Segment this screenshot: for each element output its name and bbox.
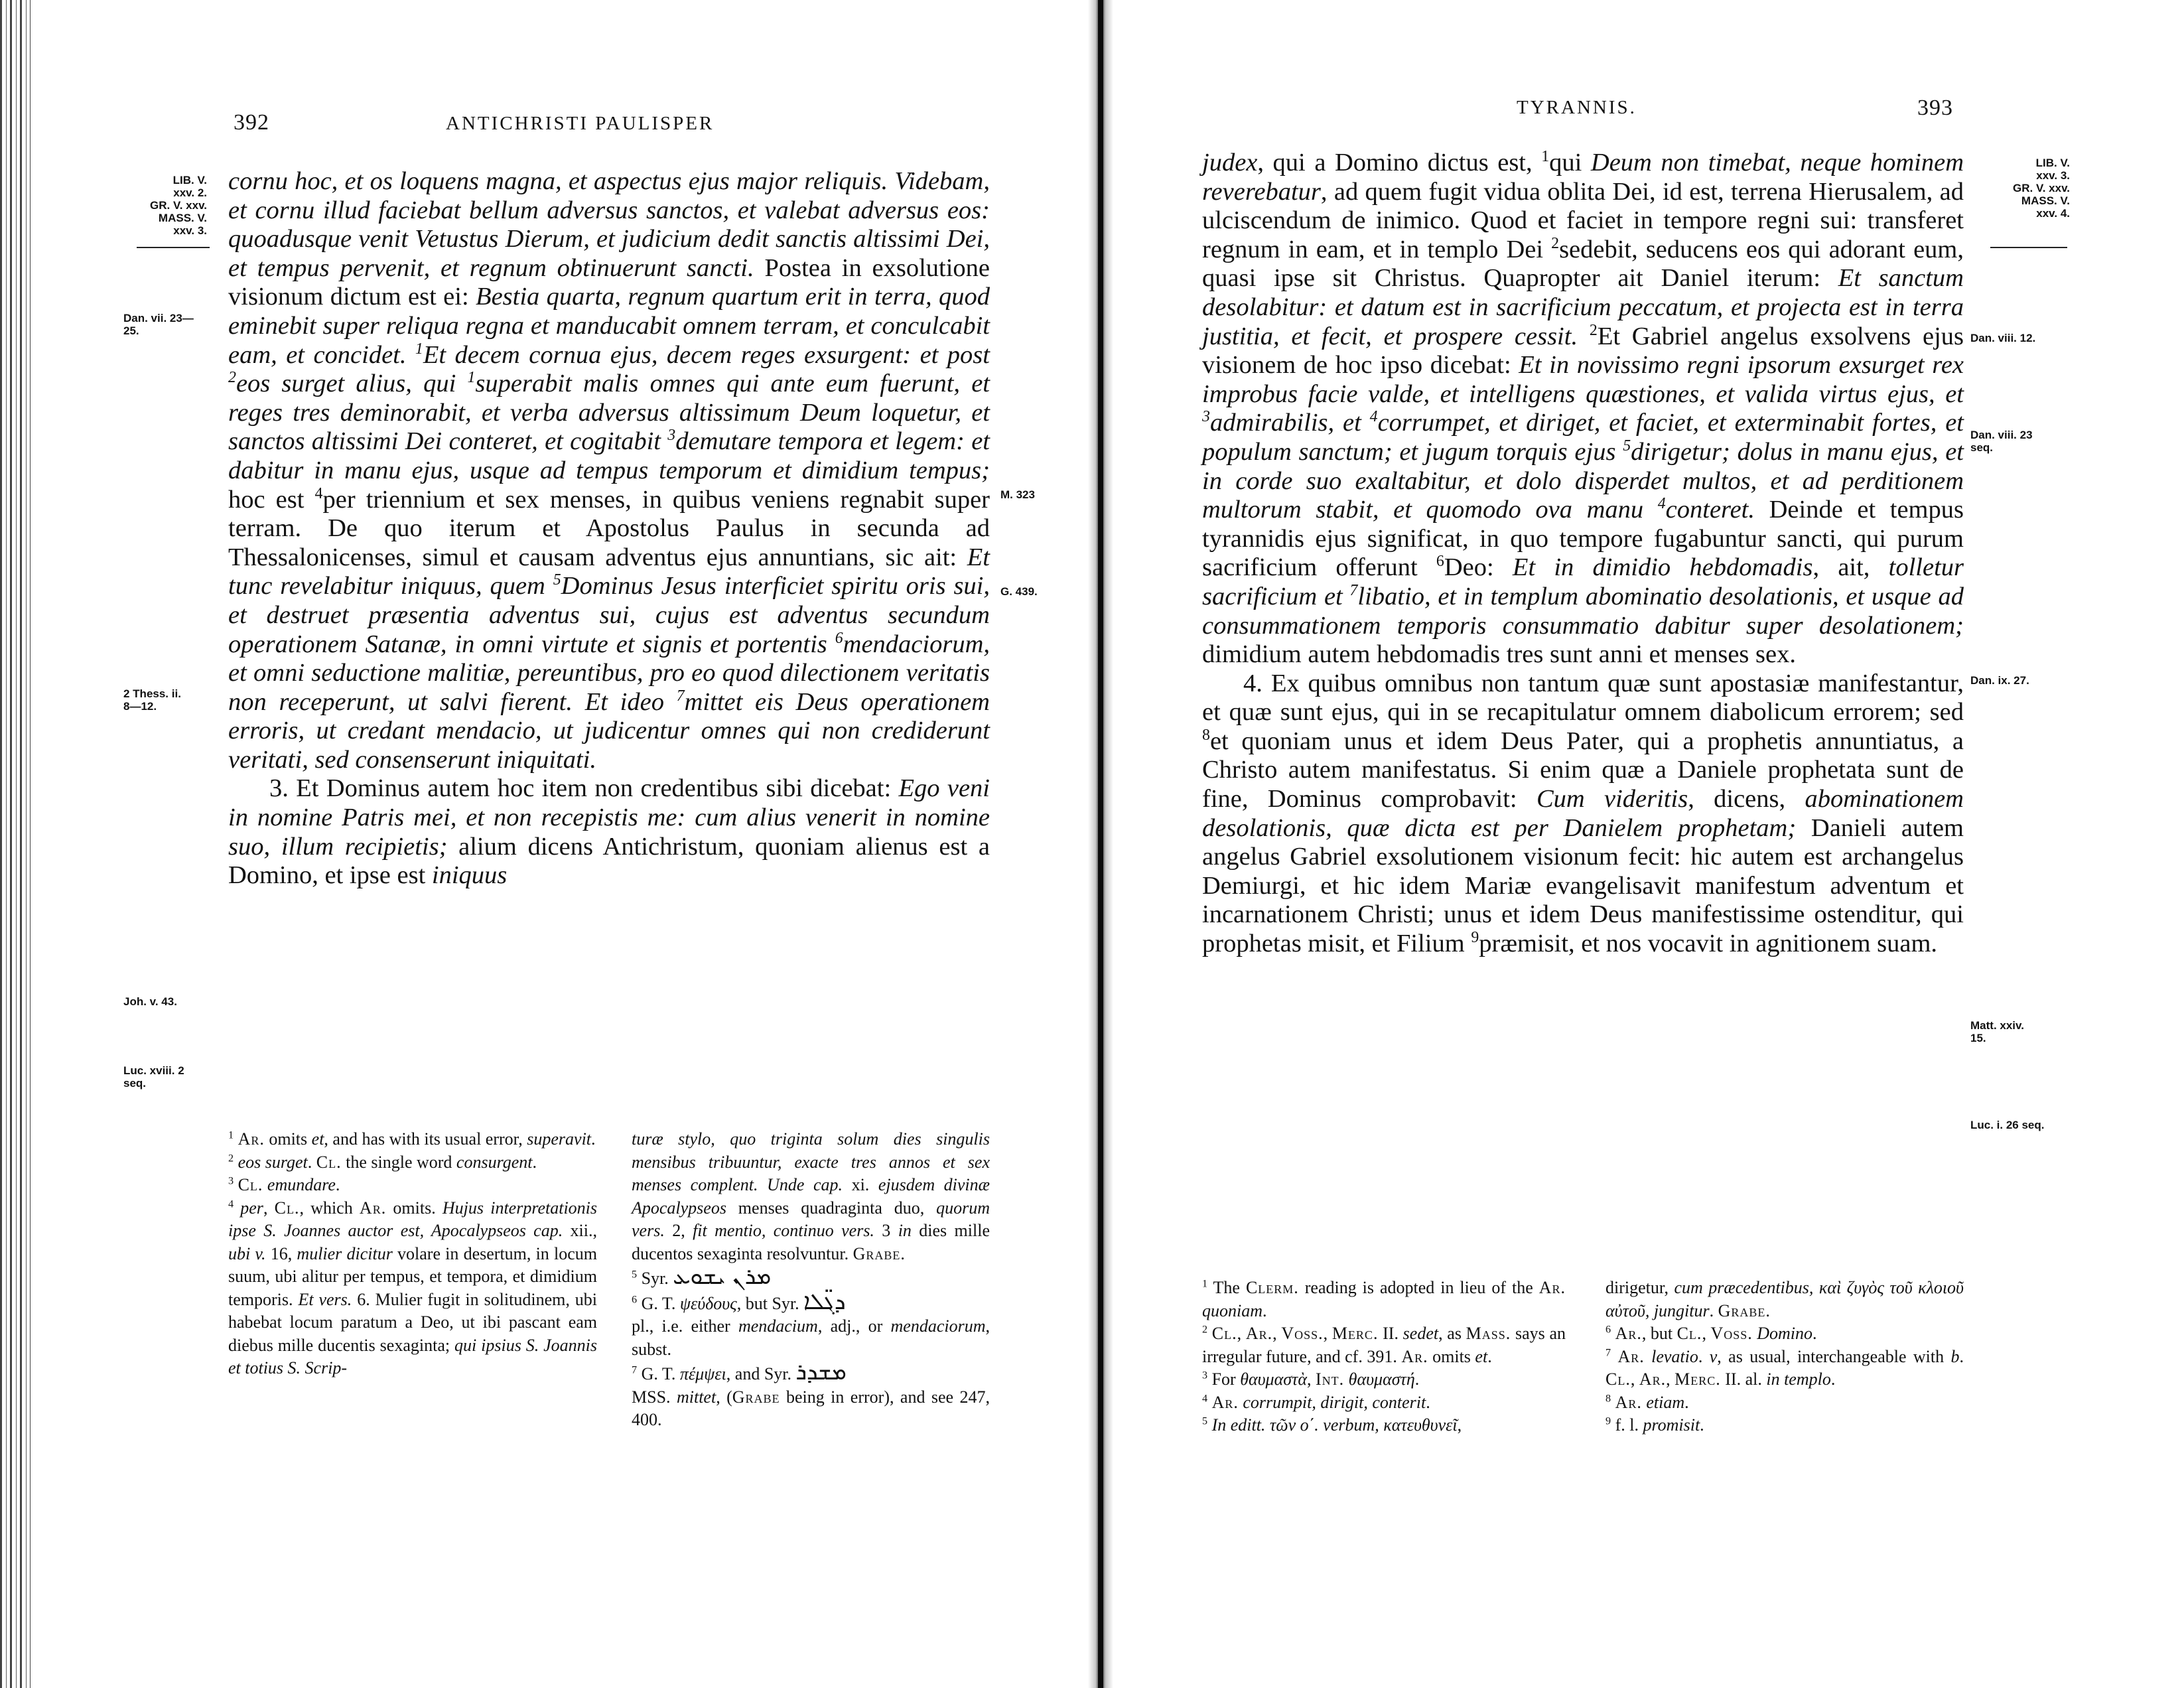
main-text: judex, qui a Domino dictus est, $^1$qui Deum non timebat, neque hominem reverebatur, ad quem fugit vidua oblita Dei, id est, terrena Hierusalem, ad ulciscendum de inimico. Quod et faciet in tempore regni sui: transferet regnum in eam, et in templo Dei $^2$sedebit, seducens eos qui adorant eum, quasi ipse sit Christus. Quapropter ait Daniel iterum: Et sanctum desolabitur: et datum est in sacrificium peccatum, et projecta est in terra justitia, et fecit, et prospere cessit. $^2$Et Gabriel angelus exsolvens ejus visionem de hoc ipso dicebat: Et in novissimo regni ipsorum exsurget rex improbus facie valde, et intelligens quæstiones, et valida virtus ejus, et $^3$admirabilis, et $^4$corrumpet, et diriget, et faciet, et exterminabit fortes, et populum sanctum; et jugum torquis ejus $^5$dirigetur; dolus in manu ejus, et in corde suo exaltabitur, et dolo disperdet multos, et ad perditionem multorum stabit, et quomodo ova manu $^4$conteret. Deinde et tempus tyrannidis ejus significat, in quo tempore fugabuntur sancti, qui purum sacrificium offerunt $^6$Deo: Et in dimidio hebdomadis, ait, tolletur sacrificium et $^7$libatio, et in templum abominatio desolationis, et usque ad consummationem temporis consummatio dabitur super desolationem; dimidium autem hebdomadis tres sunt anni et menses sex. 4. Ex quibus omnibus non tantum quæ sunt apostasiæ manifestantur, et quæ sunt ejus, qui in se recapitulatur omnem diabolicum errorem; sed $^8$et quoniam unus et idem Deus Pater, qui a prophetis annuntiatus, a Christo autem manifestatus. Si enim quæ a Daniele prophetata sunt de fine, Dominus comprobavit: Cum videritis, dicens, abominationem desolationis, quæ dicta est per Danielem prophetam; Danieli autem angelus Gabriel exsolutionem visionum fecit: hic autem est archangelus Demiurgi, et hic idem Mariæ evangelisavit manifestum adventum et incarnationem Christi; unus et idem Deus manifestissime ostenditur, qui prophetas misit, et Filium $^9$præmisit, et nos vocavit in agnitionem suam. xyxy=(1202,148,1964,958)
margin-reference: Dan. vii. 23— 25. xyxy=(123,312,194,337)
margin-reference: M. 323 xyxy=(1000,488,1035,501)
margin-rule xyxy=(1990,247,2067,248)
margin-reference: G. 439. xyxy=(1000,585,1038,598)
margin-reference: Dan. ix. 27. xyxy=(1970,674,2029,687)
margin-reference: Luc. i. 26 seq. xyxy=(1970,1119,2045,1131)
footnotes-column: $^1$ Ar. omits et, and has with its usual error, superavit. $^2$ eos surget. Cl. the single word consurgent. $^3$ Cl. emundare. $^4$ per, Cl., which Ar. omits. Hujus interpretationis ipse S. Joannes auctor est, Apocalypseos cap. xii., ubi v. 16, mulier dicitur volare in desertum, in locum suum, ubi alitur per tempus, et tempora, et dimidium temporis. Et vers. 6. Mulier fugit in solitudinem, ubi habebat locum paratum a Deo, ut ibi pascant eam diebus mille ducentis sexaginta; qui ipsius S. Joannis et totius S. Scrip- xyxy=(228,1129,598,1377)
margin-reference: Dan. viii. 23 seq. xyxy=(1970,429,2033,454)
gutter-binding xyxy=(1098,0,1103,1688)
footnotes-column: $^1$ The Clerm. reading is adopted in lieu of the Ar. quoniam. $^2$ Cl., Ar., Voss., Merc. II. sedet, as Mass. says an irregular future, and cf. 391. Ar. omits et. $^3$ For θαυμαστὰ, Int. θαυμαστή. $^4$ Ar. corrumpit, dirigit, conterit. $^5$ In editt. τῶν ο΄. verbum, κατευθυνεῖ, xyxy=(1202,1278,1566,1435)
margin-reference: Joh. v. 43. xyxy=(123,995,177,1008)
footnotes-column: turæ stylo, quo triginta solum dies singulis mensibus tribuuntur, exacte tres annos et sex menses complent. Unde cap. xi. ejusdem divinæ Apocalypseos menses quadraginta duo, quorum vers. 2, fit mentio, continuo vers. 3 in dies mille ducentos sexaginta resolvuntur. Grabe. $^5$ Syr. ܡܪܢ ܝܫܘܥ $^6$ G. T. ψεύδους, but Syr. ܕܓ̈ܠܐ pl., i.e. either mendacium, adj., or mendaciorum, subst. $^7$ G. T. πέμψει, and Syr. ܡܫܕܪ MSS. mittet, (Grabe being in error), and see 247, 400. xyxy=(632,1129,990,1429)
margin-rule xyxy=(137,247,210,248)
page-number: 393 xyxy=(1917,96,1953,120)
running-head: ANTICHRISTI PAULISPER xyxy=(446,113,715,134)
left-page xyxy=(0,0,1088,1688)
margin-reference: Dan. viii. 12. xyxy=(1970,332,2036,344)
margin-reference: 2 Thess. ii. 8—12. xyxy=(123,687,181,713)
page-number: 392 xyxy=(234,110,269,135)
right-page xyxy=(1115,0,2184,1688)
running-head: TYRANNIS. xyxy=(1517,97,1637,118)
footnotes-column: dirigetur, cum præcedentibus, καὶ ζυγὸς τοῦ κλοιοῦ αὐτοῦ, jungitur. Grabe. $^6$ Ar., but Cl., Voss. Domino. $^7$ Ar. levatio. v, as usual, interchangeable with b. Cl., Ar., Merc. II. al. in templo. $^8$ Ar. etiam. $^9$ f. l. promisit. xyxy=(1605,1278,1964,1435)
margin-reference: Matt. xxiv. 15. xyxy=(1970,1019,2024,1044)
margin-reference: LIB. V. xxv. 2. GR. V. xxv. MASS. V. xxv. 3. xyxy=(150,174,207,237)
margin-reference: Luc. xviii. 2 seq. xyxy=(123,1064,184,1090)
margin-reference: LIB. V. xxv. 3. GR. V. xxv. MASS. V. xxv. 4. xyxy=(2013,157,2070,220)
main-text: cornu hoc, et os loquens magna, et aspectus ejus major reliquis. Videbam, et cornu illud faciebat bellum adversus sanctos, et valebat adversus eos: quoadusque venit Vetustus Dierum, et judicium dedit sanctis altissimi Dei, et tempus pervenit, et regnum obtinuerunt sancti. Postea in exsolutione visionum dictum est ei: Bestia quarta, regnum quartum erit in terra, quod eminebit super reliqua regna et manducabit omnem terram, et conculcabit eam, et concidet. $^1$Et decem cornua ejus, decem reges exsurgent: et post $^2$eos surget alius, qui $^1$superabit malis omnes qui ante eum fuerunt, et reges tres deminorabit, et verba adversus altissimum Deum loquetur, et sanctos altissimi Dei conteret, et cogitabit $^3$demutare tempora et legem: et dabitur in manu ejus, usque ad tempus temporum et dimidium tempus; hoc est $^4$per triennium et sex menses, in quibus veniens regnabit super terram. De quo iterum et Apostolus Paulus in secunda ad Thessalonicenses, simul et causam adventus ejus annuntians, sic ait: Et tunc revelabitur iniquus, quem $^5$Dominus Jesus interficiet spiritu oris sui, et destruet præsentia adventus sui, cujus est adventus secundum operationem Satanæ, in omni virtute et signis et portentis $^6$mendaciorum, et omni seductione malitiæ, pereuntibus, pro eo quod dilectionem veritatis non receperunt, ut salvi fierent. Et ideo $^7$mittet eis Deus operationem erroris, ut credant mendacio, ut judicentur omnes qui non crediderunt veritati, sed consenserunt iniquitati. 3. Et Dominus autem hoc item non credentibus sibi dicebat: Ego veni in nomine Patris mei, et non recepistis me: cum alius venerit in nomine suo, illum recipietis; alium dicens Antichristum, quoniam alienus est a Domino, et ipse est iniquus xyxy=(228,167,990,890)
